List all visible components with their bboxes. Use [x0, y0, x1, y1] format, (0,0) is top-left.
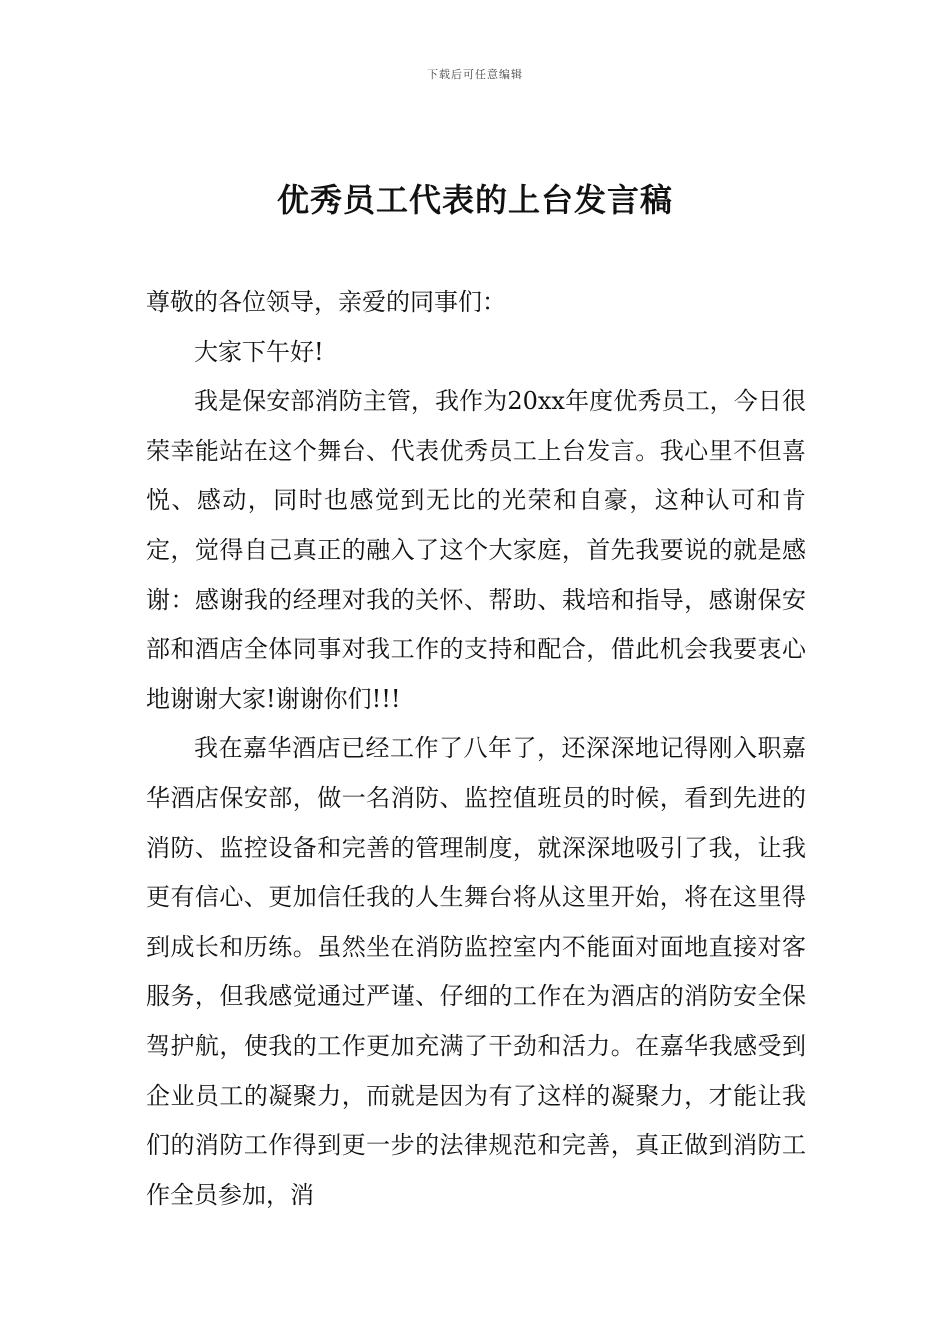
header-note: 下载后可任意编辑 — [427, 68, 523, 81]
paragraph-greeting: 大家下午好! — [194, 337, 324, 366]
document-title: 优秀员工代表的上台发言稿 — [276, 181, 673, 219]
document-body — [146, 278, 806, 1220]
paragraph-introduction: 我是保安部消防主管，我作为20xx年度优秀员工，今日很荣幸能站在这个舞台、代表优秀员工上台发言。我心里不但喜悦、感动，同时也感觉到无比的光荣和自豪，这种认可和肯定，觉得自己真正的融入了这个大家庭，首先我要说的就是感谢：感谢我的经理对我的关怀、帮助、栽培和指导，感谢保安部和酒店全体同事对我工作的支持和配合，借此机会我要衷心地谢谢大家!谢谢你们!!! — [146, 387, 806, 713]
salutation: 尊敬的各位领导，亲爱的同事们： — [146, 288, 506, 316]
paragraph-experience: 我在嘉华酒店已经工作了八年了，还深深地记得刚入职嘉华酒店保安部，做一名消防、监控值班员的时候，看到先进的消防、监控设备和完善的管理制度，就深深地吸引了我，让我更有信心、更加信任我的人生舞台将从这里开始，将在这里得到成长和历练。虽然坐在消防监控室内不能面对面地直接对客服务，但我感觉通过严谨、仔细的工作在为酒店的消防安全保驾护航，使我的工作更加充满了干劲和活力。在嘉华我感受到企业员工的凝聚力，而就是因为有了这样的凝聚力，才能让我们的消防工作得到更一步的法律规范和完善，真正做到消防工作全员参加，消 — [146, 734, 806, 1209]
